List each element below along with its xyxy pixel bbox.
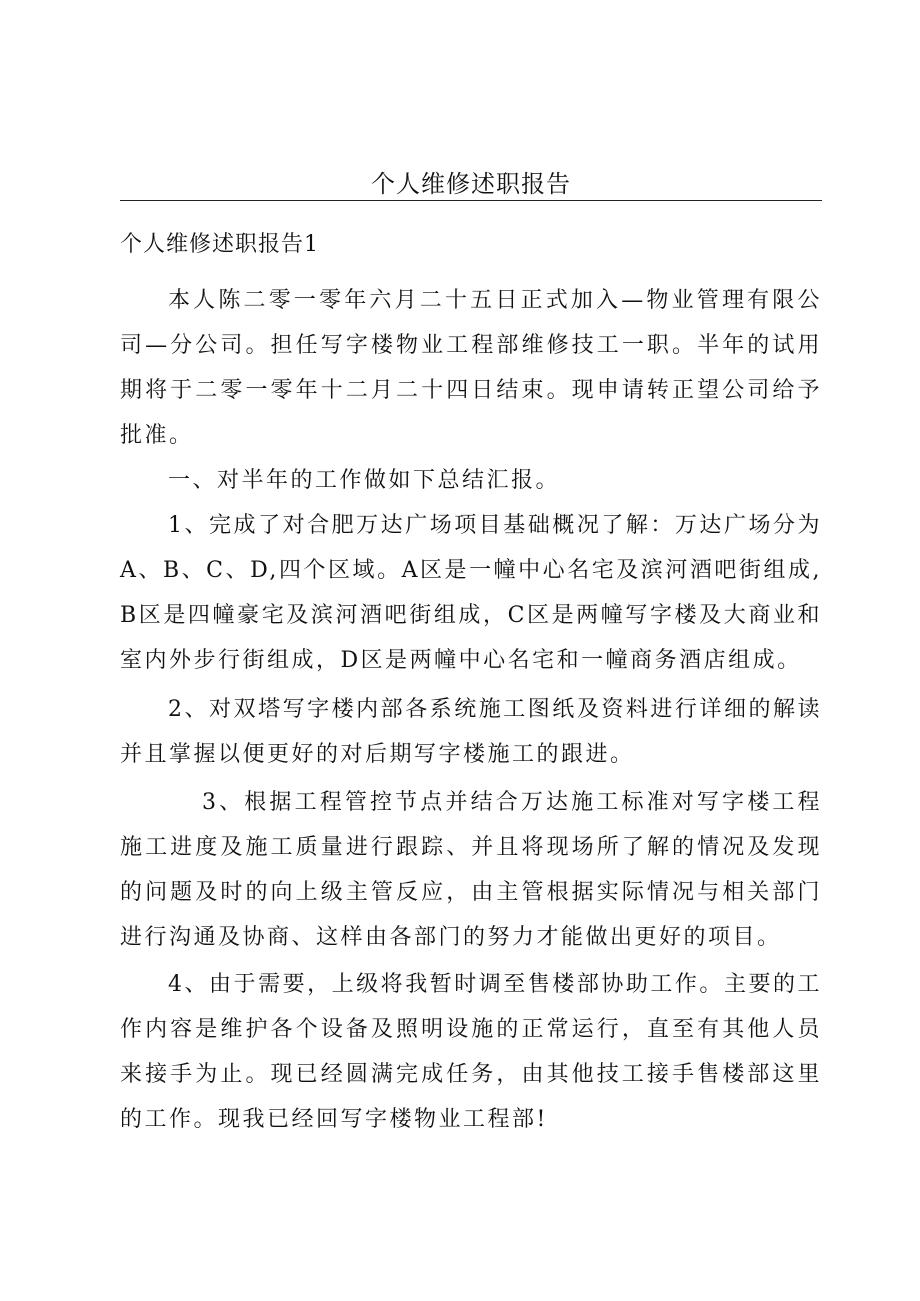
paragraph-item-2: 2、对双塔写字楼内部各系统施工图纸及资料进行详细的解读并且掌握以便更好的对后期写字楼施工的跟进。 xyxy=(120,697,822,767)
paragraph-intro: 本人陈二零一零年六月二十五日正式加入—物业管理有限公司—分公司。担任写字楼物业工程部维修技工一职。半年的试用期将于二零一零年十二月二十四日结束。现申请转正望公司给予批准。 xyxy=(120,288,822,448)
paragraph-summary-heading: 一、对半年的工作做如下总结汇报。 xyxy=(168,468,561,493)
paragraph-item-1: 1、完成了对合肥万达广场项目基础概况了解：万达广场分为A、B、C、D,四个区域。A区是一幢中心名宅及滨河酒吧街组成,B区是四幢豪宅及滨河酒吧街组成，C区是两幢写字楼及大商业和室内外步行街组成，D区是两幢中心名宅和一幢商务酒店组成。 xyxy=(120,513,822,673)
paragraph-item-3: 3、根据工程管控节点并结合万达施工标准对写字楼工程施工进度及施工质量进行跟踪、并且将现场所了解的情况及发现的问题及时的向上级主管反应，由主管根据实际情况与相关部门进行沟通及协商、这样由各部门的努力才能做出更好的项目。 xyxy=(120,790,822,950)
paragraph-item-4: 4、由于需要，上级将我暂时调至售楼部协助工作。主要的工作内容是维护各个设备及照明设施的正常运行，直至有其他人员来接手为止。现已经圆满完成任务，由其他技工接手售楼部这里的工作。现我已经回写字楼物业工程部! xyxy=(120,972,822,1132)
title-underline xyxy=(120,200,822,201)
body-text xyxy=(120,278,822,1142)
section-heading: 个人维修述职报告1 xyxy=(120,232,319,257)
document-title: 个人维修述职报告 xyxy=(371,170,571,198)
